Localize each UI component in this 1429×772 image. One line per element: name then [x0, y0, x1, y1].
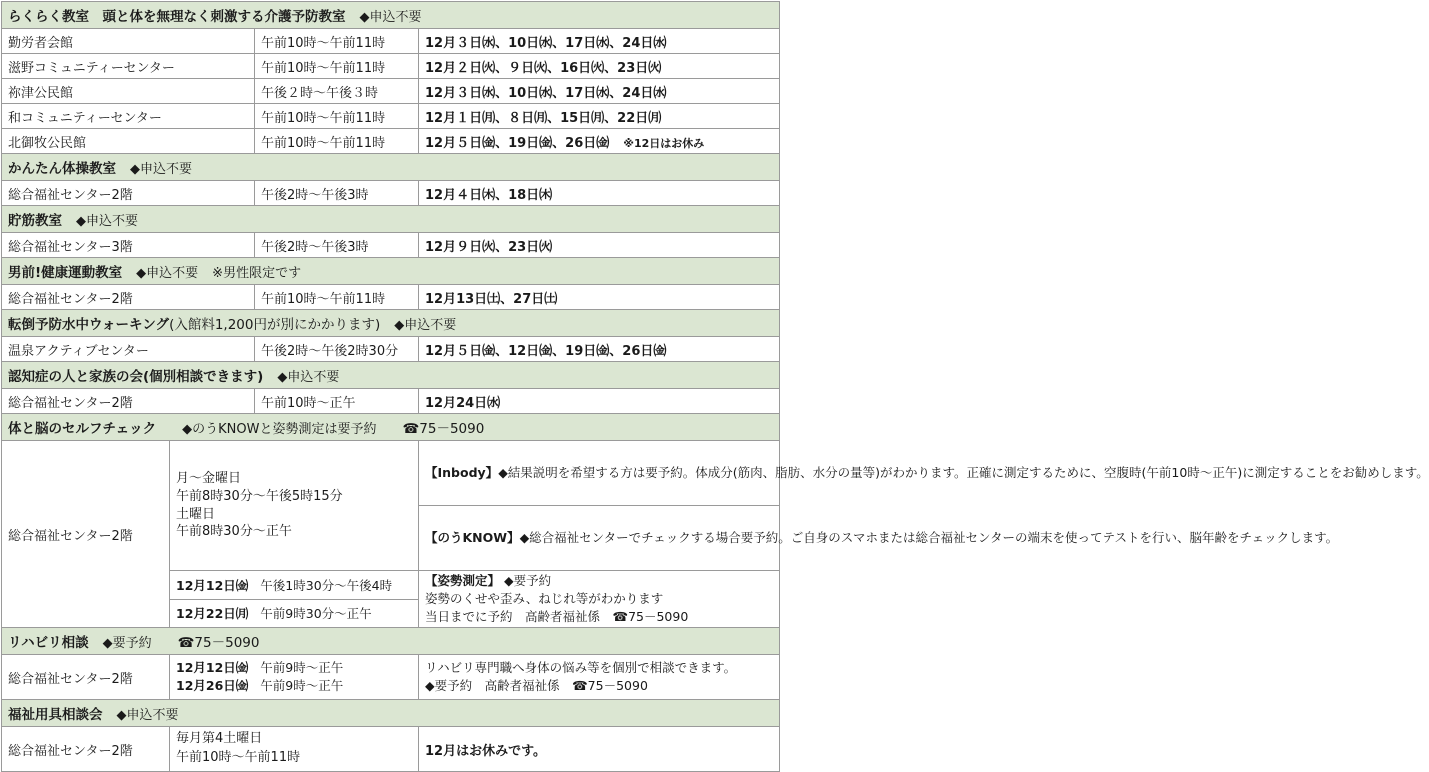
table-row [2, 337, 780, 362]
venue-cell: 総合福祉センター2階 [2, 389, 255, 414]
dates-cell: 12月３日㈬、10日㈬、17日㈬、24日㈬ [419, 29, 780, 54]
time-cell: 午前10時～午前11時 [255, 104, 419, 129]
section-title: 男前!健康運動教室 [8, 265, 123, 281]
dates-cell: 12月24日㈬ [419, 389, 780, 414]
venue-cell: 総合福祉センター2階 [2, 655, 170, 700]
inbody-description: 【Inbody】◆結果説明を希望する方は要予約。体成分(筋肉、脂肪、水分の量等)がわかります。正確に測定するために、空腹時(午前10時～正午)に測定することをお勧めします。 [419, 441, 780, 506]
section-note: ◆申込不要 [116, 708, 179, 723]
table-row [2, 181, 780, 206]
table-row [2, 104, 780, 129]
time-cell: 午前10時～午前11時 [255, 129, 419, 154]
venue-cell: 滋野コミュニティーセンター [2, 54, 255, 79]
dates-cell: 12月２日㈫、９日㈫、16日㈫、23日㈫ [419, 54, 780, 79]
table-row [2, 54, 780, 79]
section-title: 認知症の人と家族の会(個別相談できます) [8, 369, 264, 385]
dates-cell: 12月１日㈪、８日㈪、15日㈪、22日㈪ [419, 104, 780, 129]
venue-cell: 総合福祉センター2階 [2, 441, 170, 628]
section-title: かんたん体操教室 [8, 161, 116, 177]
special-dates-cell: 12月12日㈮ 午後1時30分～午後4時 12月22日㈪ 午前9時30分～正午 [170, 571, 419, 628]
time-cell: 午後２時～午後３時 [255, 79, 419, 104]
section-title-paren: (入館料1,200円が別にかかります) [169, 317, 381, 333]
hours-cell: 月～金曜日 午前8時30分～午後5時15分 土曜日 午前8時30分～正午 [170, 441, 419, 571]
table-row [2, 389, 780, 414]
section-note: ◆申込不要 [277, 370, 340, 385]
venue-cell: 勤労者会館 [2, 29, 255, 54]
section-title: 貯筋教室 [8, 213, 62, 229]
venue-cell: 和コミュニティーセンター [2, 104, 255, 129]
dates-cell: 12月13日㈯、27日㈯ [419, 285, 780, 310]
shisei-description: 【姿勢測定】 ◆要予約 姿勢のくせや歪み、ねじれ等がわかります 当日までに予約 高齢者福祉係 ☎75－5090 [419, 571, 780, 628]
section-title: らくらく教室 頭と体を無理なく刺激する介護予防教室 [8, 9, 346, 25]
section-header-otokomae [2, 258, 780, 285]
time-cell: 午前10時～午前11時 [255, 29, 419, 54]
time-cell: 午後2時～午後2時30分 [255, 337, 419, 362]
section-note: ◆要予約 [102, 636, 152, 651]
section-title: 転倒予防水中ウォーキング [8, 317, 170, 333]
section-note: ◆のうKNOWと姿勢測定は要予約 [182, 422, 377, 437]
consult-dates-cell: 12月12日㈮ 午前9時～正午 12月26日㈮ 午前9時～正午 [170, 655, 419, 700]
schedule-table [1, 1, 1429, 772]
phone-number: ☎75－5090 [402, 421, 485, 437]
table-row [2, 655, 780, 700]
venue-cell: 祢津公民館 [2, 79, 255, 104]
section-title: 福祉用具相談会 [8, 707, 103, 723]
section-note-male-only: ※男性限定です [212, 266, 302, 281]
section-note: ◆申込不要 [130, 162, 192, 177]
venue-cell: 総合福祉センター2階 [2, 727, 170, 772]
time-cell: 午前10時～午前11時 [255, 285, 419, 310]
venue-cell: 温泉アクティブセンター [2, 337, 255, 362]
dates-cell: 12月９日㈫、23日㈫ [419, 233, 780, 258]
section-header-rakuraku [2, 2, 780, 29]
dates-cell: 12月３日㈬、10日㈬、17日㈬、24日㈬ [419, 79, 780, 104]
venue-cell: 総合福祉センター2階 [2, 181, 255, 206]
dates-cell: 12月５日㈮、12日㈮、19日㈮、26日㈮ [419, 337, 780, 362]
table-row [2, 129, 780, 154]
nouknow-description: 【のうKNOW】◆総合福祉センターでチェックする場合要予約。ご自身のスマホまたは総合福祉センターの端末を使ってテストを行い、脳年齢をチェックします。 [419, 506, 780, 571]
section-header-ninchi [2, 362, 780, 389]
section-note: ◆申込不要 [394, 318, 457, 333]
section-header-tentou [2, 310, 780, 337]
venue-cell: 総合福祉センター2階 [2, 285, 255, 310]
time-cell: 午前10時～午前11時 [255, 54, 419, 79]
table-row [2, 727, 780, 772]
time-cell: 午後2時～午後3時 [255, 233, 419, 258]
table-row [2, 285, 780, 310]
time-cell: 午後2時～午後3時 [255, 181, 419, 206]
table-row [2, 79, 780, 104]
closed-note: ※12日はお休み [623, 136, 705, 150]
section-title: 体と脳のセルフチェック [8, 421, 157, 437]
section-header-fukushi [2, 700, 780, 727]
phone-number: ☎75－5090 [177, 635, 260, 651]
rehab-description: リハビリ専門職へ身体の悩み等を個別で相談できます。 ◆要予約 高齢者福祉係 ☎75－5090 [419, 655, 780, 700]
table-row [2, 29, 780, 54]
section-note: ◆申込不要 [76, 214, 138, 229]
time-cell: 午前10時～正午 [255, 389, 419, 414]
venue-cell: 総合福祉センター3階 [2, 233, 255, 258]
section-header-chokin [2, 206, 780, 233]
table-row [2, 441, 780, 506]
table-row [2, 233, 780, 258]
section-note: ◆申込不要 [136, 266, 199, 281]
section-header-selfcheck [2, 414, 780, 441]
venue-cell: 北御牧公民館 [2, 129, 255, 154]
section-title: リハビリ相談 [8, 635, 89, 651]
section-note: ◆申込不要 [359, 10, 422, 25]
section-header-kantan [2, 154, 780, 181]
section-header-rehab [2, 628, 780, 655]
time-cell: 毎月第4土曜日 午前10時～午前11時 [170, 727, 419, 772]
dates-cell: 12月４日㈭、18日㈭ [419, 181, 780, 206]
dates-cell: 12月５日㈮、19日㈮、26日㈮ ※12日はお休み [419, 129, 780, 154]
status-cell: 12月はお休みです。 [419, 727, 780, 772]
